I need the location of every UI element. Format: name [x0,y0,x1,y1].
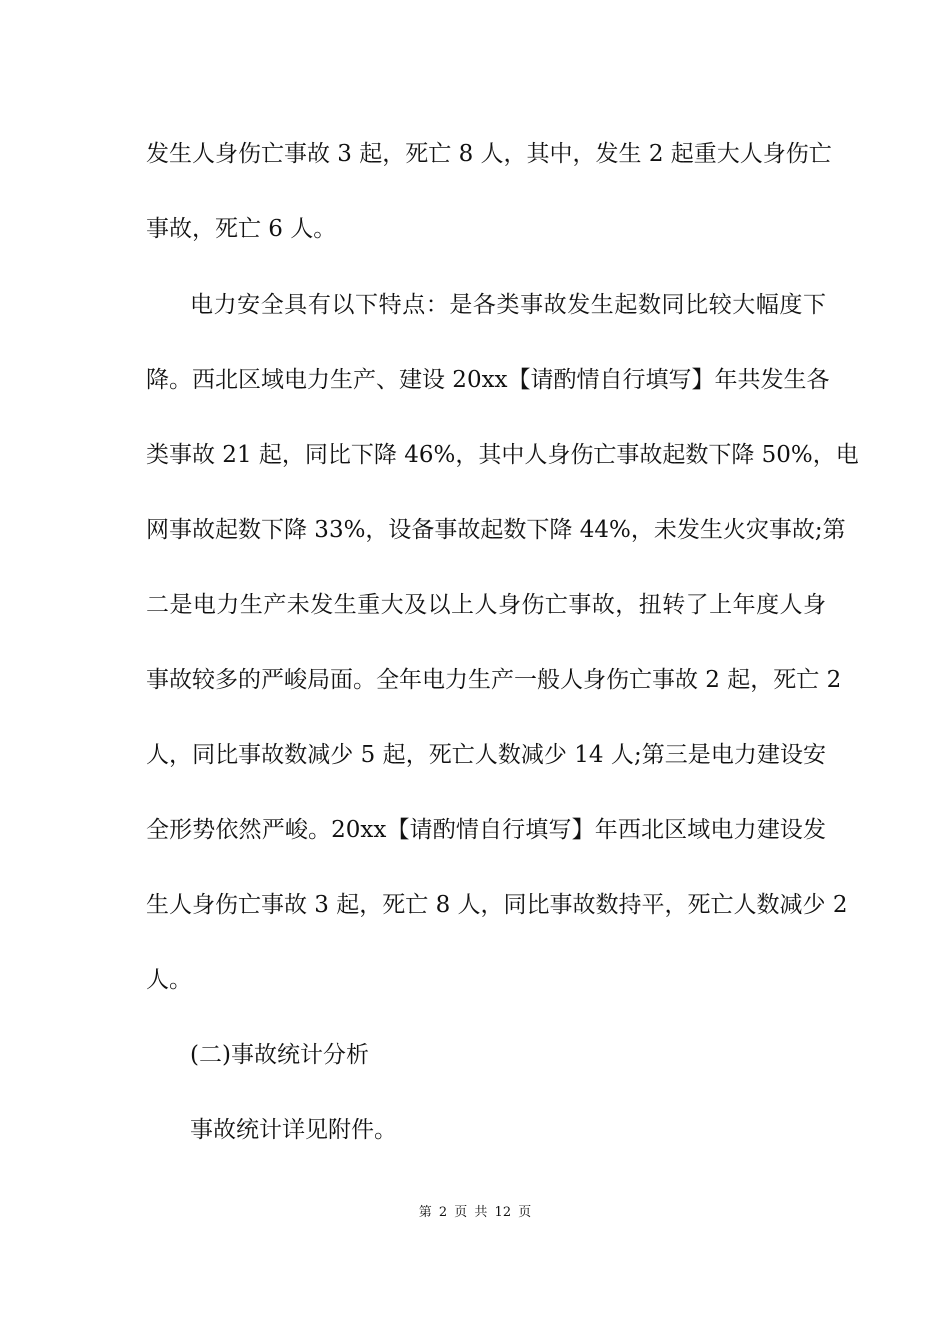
paragraph-first-line: 电力安全具有以下特点：是各类事故发生起数同比较大幅度下 [190,292,826,318]
text-line: 生人身伤亡事故 3 起，死亡 8 人，同比事故数持平，死亡人数减少 2 [146,892,848,918]
text-line: 二是电力生产未发生重大及以上人身伤亡事故，扭转了上年度人身 [146,592,826,618]
text-line: 事故较多的严峻局面。全年电力生产一般人身伤亡事故 2 起，死亡 2 [146,667,842,693]
text-line: 人。 [146,967,192,993]
page-number-footer: 第 2 页 共 12 页 [418,1205,532,1220]
text-line: 降。西北区域电力生产、建设 20xx【请酌情自行填写】年共发生各 [146,367,830,393]
text-line: 网事故起数下降 33%，设备事故起数下降 44%，未发生火灾事故;第 [146,517,846,543]
text-line: 人，同比事故数减少 5 起，死亡人数减少 14 人;第三是电力建设安 [146,742,826,768]
paragraph-first-line: 事故统计详见附件。 [190,1117,397,1143]
text-line: 发生人身伤亡事故 3 起，死亡 8 人，其中，发生 2 起重大人身伤亡 [146,141,832,167]
text-line: 全形势依然严峻。20xx【请酌情自行填写】年西北区域电力建设发 [146,817,826,843]
text-line: 类事故 21 起，同比下降 46%，其中人身伤亡事故起数下降 50%，电 [146,442,859,468]
section-heading: (二)事故统计分析 [190,1042,369,1068]
text-line: 事故，死亡 6 人。 [146,216,337,242]
